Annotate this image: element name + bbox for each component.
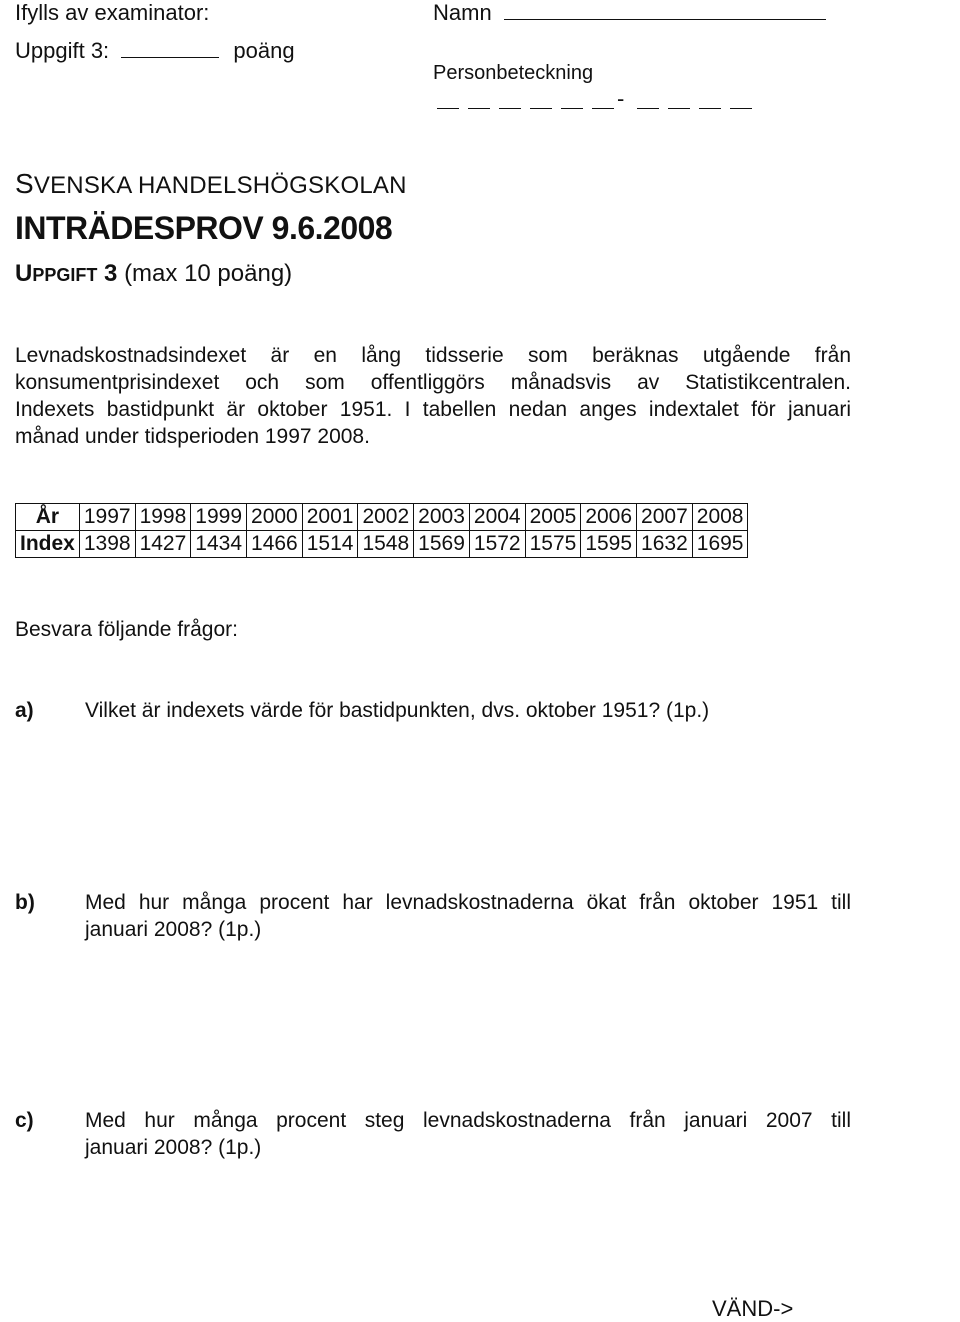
questions-prompt: Besvara följande frågor: [15, 618, 238, 641]
pid-digit-blank[interactable] [730, 108, 752, 109]
index-cell: 1514 [302, 531, 358, 558]
points-blank[interactable] [121, 57, 219, 58]
year-cell: 2001 [302, 504, 358, 531]
points-unit: poäng [233, 38, 295, 63]
index-cell: 1595 [581, 531, 637, 558]
index-table [15, 503, 748, 558]
year-cell: 2002 [358, 504, 414, 531]
question-c-label: c) [15, 1109, 34, 1132]
question-c-text: Med hur många procent steg levnadskostnaderna från januari 2007 till januari 2008? (1p.) [85, 1109, 851, 1159]
intro-last-line: månad under tidsperioden 1997 2008. [15, 425, 370, 448]
index-cell: 1569 [414, 531, 470, 558]
task-points-field [15, 38, 295, 64]
name-blank[interactable] [504, 19, 826, 20]
pid-digit-blank[interactable] [499, 108, 521, 109]
name-label: Namn [433, 0, 492, 25]
index-cell: 1695 [692, 531, 748, 558]
pid-digit-blank[interactable] [637, 108, 659, 109]
index-cell: 1548 [358, 531, 414, 558]
pid-digit-blank[interactable] [437, 108, 459, 109]
school-name: SVENSKA HANDELSHÖGSKOLAN [15, 168, 407, 199]
year-cell: 2004 [469, 504, 525, 531]
index-row [16, 531, 748, 558]
question-b-label: b) [15, 891, 35, 914]
pid-digit-blank[interactable] [468, 108, 490, 109]
year-row [16, 504, 748, 531]
year-cell: 1999 [191, 504, 247, 531]
index-cell: 1398 [79, 531, 135, 558]
name-field [433, 0, 826, 26]
index-cell: 1434 [191, 531, 247, 558]
pid-digit-blank[interactable] [561, 108, 583, 109]
pid-digit-blank[interactable] [592, 108, 614, 109]
year-cell: 1998 [135, 504, 191, 531]
question-a-text: Vilket är indexets värde för bastidpunkten, dvs. oktober 1951? (1p.) [85, 699, 710, 722]
year-cell: 2005 [525, 504, 581, 531]
task-heading: UPPGIFT 3 (max 10 poäng) [15, 260, 293, 287]
index-cell: 1575 [525, 531, 581, 558]
question-a-label: a) [15, 699, 34, 722]
question-b-text: Med hur många procent har levnadskostnaderna ökat från oktober 1951 till januari 2008? (1p.) [85, 891, 851, 941]
index-cell: 1572 [469, 531, 525, 558]
pid-separator: - [617, 86, 625, 111]
turn-over-note: VÄND-> [712, 1296, 794, 1321]
pid-digit-blank[interactable] [668, 108, 690, 109]
pid-digit-blank[interactable] [699, 108, 721, 109]
year-cell: 2006 [581, 504, 637, 531]
pid-digit-blank[interactable] [530, 108, 552, 109]
intro-paragraph: Levnadskostnadsindexet är en lång tidsserie som beräknas utgående från konsumentprisindexet och som offentliggörs månadsvis av Statistikcentralen. Indexets bastidpunkt är oktober 1951. I tabellen nedan anges indextalet för januari månad under tidsperioden 1997 2008. [15, 344, 851, 448]
year-cell: 2000 [247, 504, 303, 531]
index-header: Index [16, 531, 80, 558]
index-cell: 1632 [637, 531, 693, 558]
year-header: År [16, 504, 80, 531]
year-cell: 1997 [79, 504, 135, 531]
index-cell: 1427 [135, 531, 191, 558]
index-cell: 1466 [247, 531, 303, 558]
year-cell: 2007 [637, 504, 693, 531]
personal-id-label: Personbeteckning [433, 62, 594, 84]
exam-title: INTRÄDESPROV 9.6.2008 [15, 210, 393, 246]
year-cell: 2003 [414, 504, 470, 531]
year-cell: 2008 [692, 504, 748, 531]
examiner-label: Ifylls av examinator: [15, 0, 210, 25]
task-points-label: Uppgift 3: [15, 38, 110, 63]
